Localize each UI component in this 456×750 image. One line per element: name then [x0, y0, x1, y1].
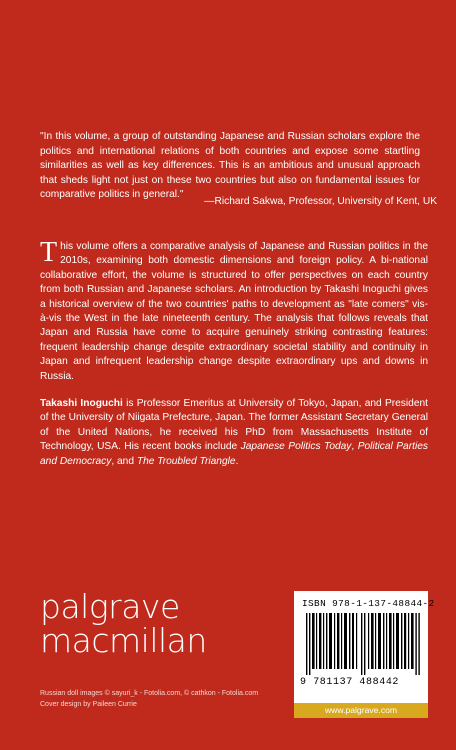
- separator: , and: [111, 455, 137, 467]
- isbn-text: ISBN 978-1-137-48844-2: [302, 598, 435, 609]
- book-description: [40, 237, 428, 384]
- author-bio: [40, 397, 428, 469]
- book-title-2: Political Parties and Democracy: [40, 441, 428, 467]
- barcode-icon: [306, 613, 420, 675]
- drop-cap: T: [40, 237, 58, 268]
- publisher-website: www.palgrave.com: [294, 703, 428, 718]
- logo-line-2: macmillan: [40, 621, 207, 660]
- bio-text: is Professor Emeritus at University of Tokyo, Japan, and President of the University of Niigata Prefecture, Japan. The former Assistant Secretary General of the United Nations, he received his PhD from Massachusetts Institute of Technology, USA. His recent books include: [40, 398, 428, 453]
- logo-line-1: palgrave: [40, 587, 180, 626]
- barcode-digits: 9 781137 488442: [300, 677, 400, 688]
- author-name: Takashi Inoguchi: [40, 398, 123, 409]
- book-title-3: The Troubled Triangle: [136, 455, 236, 467]
- endorsement-quote: "In this volume, a group of outstanding Japanese and Russian scholars explore the politics and international relations of both countries and expose some startling similarities as well as key differences. This is an ambitious and unusual approach that sheds light not just on these two countries but also on fundamental issues for comparative politics in general.": [40, 131, 420, 201]
- publisher-logo: [40, 587, 207, 660]
- credits-line-2: Cover design by Paileen Currie: [40, 701, 137, 708]
- barcode-panel: [294, 591, 435, 703]
- separator: ,: [351, 441, 358, 453]
- image-credits: [40, 688, 258, 710]
- credits-line-1: Russian doll images © sayuri_k - Fotolia.com, © cathkon - Fotolia.com: [40, 690, 259, 697]
- book-title-1: Japanese Politics Today: [240, 441, 352, 453]
- description-text: his volume offers a comparative analysis of Japanese and Russian politics in the 2010s, examining both domestic dimensions and foreign policy. A bi-national collaborative effort, the volume is structured to offer perspectives on each country from both Russian and Japanese scholars. An introduction by Takashi Inoguchi gives a historical overview of the two countries' paths to development as "late comers" vis-à-vis the West in the late nineteenth century. The analysis that follows reveals that Japan and Russia have come to acquire genuinely striking contrasting features: frequent leadership change despite extraordinary societal stability and continuity in Japan and infrequent leadership change despite extraordinary ups and downs in Russia.: [40, 241, 428, 382]
- quote-attribution: —Richard Sakwa, Professor, University of Kent, UK: [204, 196, 437, 207]
- period: .: [235, 455, 239, 467]
